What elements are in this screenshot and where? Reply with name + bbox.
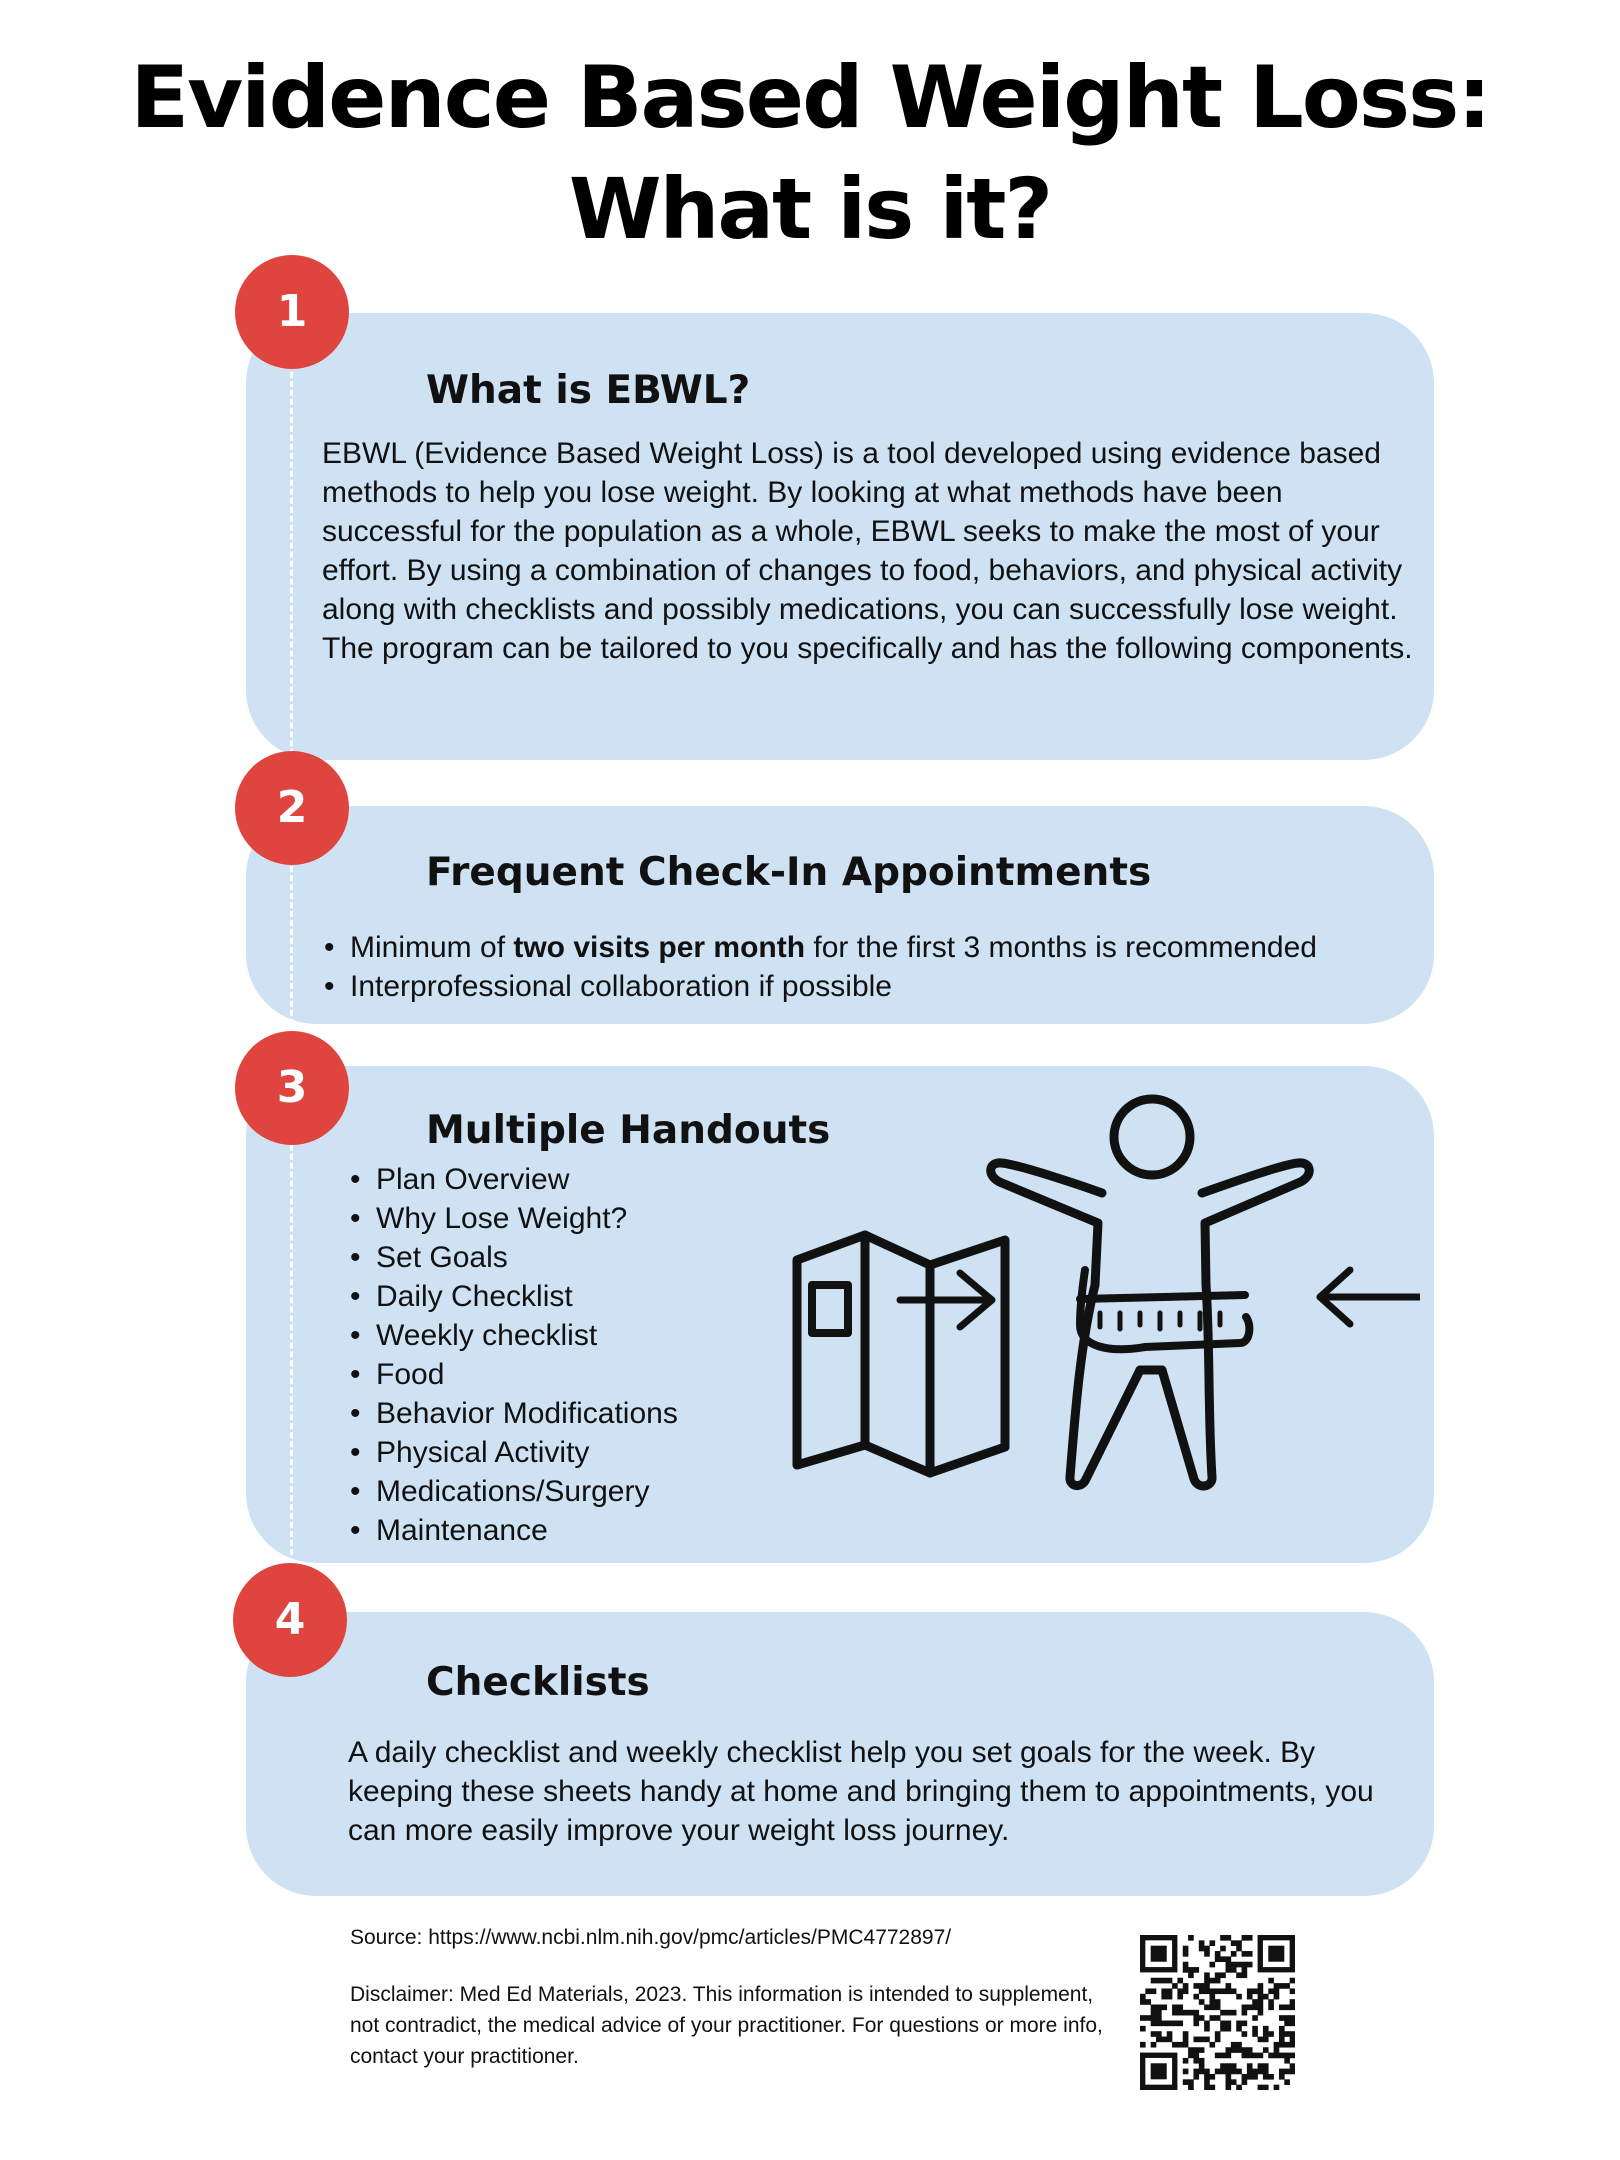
step-badge-2: 2 [235, 751, 349, 865]
list-item: • Physical Activity [348, 1433, 678, 1472]
qr-code [1140, 1935, 1295, 2090]
list-item: • Behavior Modifications [348, 1394, 678, 1433]
step-badge-3: 3 [235, 1031, 349, 1145]
handout-map-icon [797, 1235, 1005, 1473]
source-citation: Source: https://www.ncbi.nlm.nih.gov/pmc/articles/PMC4772897/ [350, 1926, 952, 1949]
list-item: • Maintenance [348, 1511, 678, 1550]
step-badge-1: 1 [235, 255, 349, 369]
page-title: Evidence Based Weight Loss: [130, 48, 1490, 148]
bullet-text: Interprofessional collaboration if possible [350, 970, 892, 1003]
list-item [322, 928, 1317, 967]
list-item: • Weekly checklist [348, 1316, 678, 1355]
list-item: • Daily Checklist [348, 1277, 678, 1316]
section-heading-handouts: Multiple Handouts [426, 1108, 831, 1153]
disclaimer-text: Disclaimer: Med Ed Materials, 2023. This information is intended to supplement, not contradict, the medical advice of your practitioner. For questions or more info, contact your practitioner. [350, 1983, 1103, 2068]
bullet-text: Minimum of [350, 931, 514, 964]
arrow-right-icon [900, 1273, 992, 1327]
check-in-list [322, 928, 1317, 1006]
section-heading-what-is-ebwl: What is EBWL? [426, 368, 751, 413]
handouts-list [348, 1160, 678, 1550]
page-subtitle: What is it? [568, 160, 1052, 258]
list-item: • Set Goals [348, 1238, 678, 1277]
section-body-checklists: A daily checklist and weekly checklist help you set goals for the week. By keeping these sheets handy at home and bringing them to appointments, you can more easily improve your weight loss journey. [348, 1736, 1374, 1847]
step-badge-4: 4 [233, 1563, 347, 1677]
list-item: • Medications/Surgery [348, 1472, 678, 1511]
waist-measurement-icon [991, 1099, 1310, 1486]
arrow-left-icon [1320, 1270, 1420, 1324]
bullet-text: for the first 3 months is recommended [805, 931, 1317, 964]
list-item: • Why Lose Weight? [348, 1199, 678, 1238]
list-item: • Plan Overview [348, 1160, 678, 1199]
section-heading-checklists: Checklists [426, 1660, 650, 1705]
section-body-what-is-ebwl: EBWL (Evidence Based Weight Loss) is a tool developed using evidence based methods to help you lose weight. By looking at what methods have been successful for the population as a whole, EBWL seeks to make the most of your effort. By using a combination of changes to food, behaviors, and physical activity along with checklists and possibly medications, you can successfully lose weight. The program can be tailored to you specifically and has the following components. [322, 437, 1413, 665]
section-heading-check-in: Frequent Check-In Appointments [426, 850, 1152, 895]
handouts-illustration [780, 1085, 1420, 1565]
timeline-dashed-line [290, 345, 293, 1555]
list-item: • Food [348, 1355, 678, 1394]
list-item [322, 967, 1317, 1006]
bullet-bold-text: two visits per month [513, 931, 806, 964]
